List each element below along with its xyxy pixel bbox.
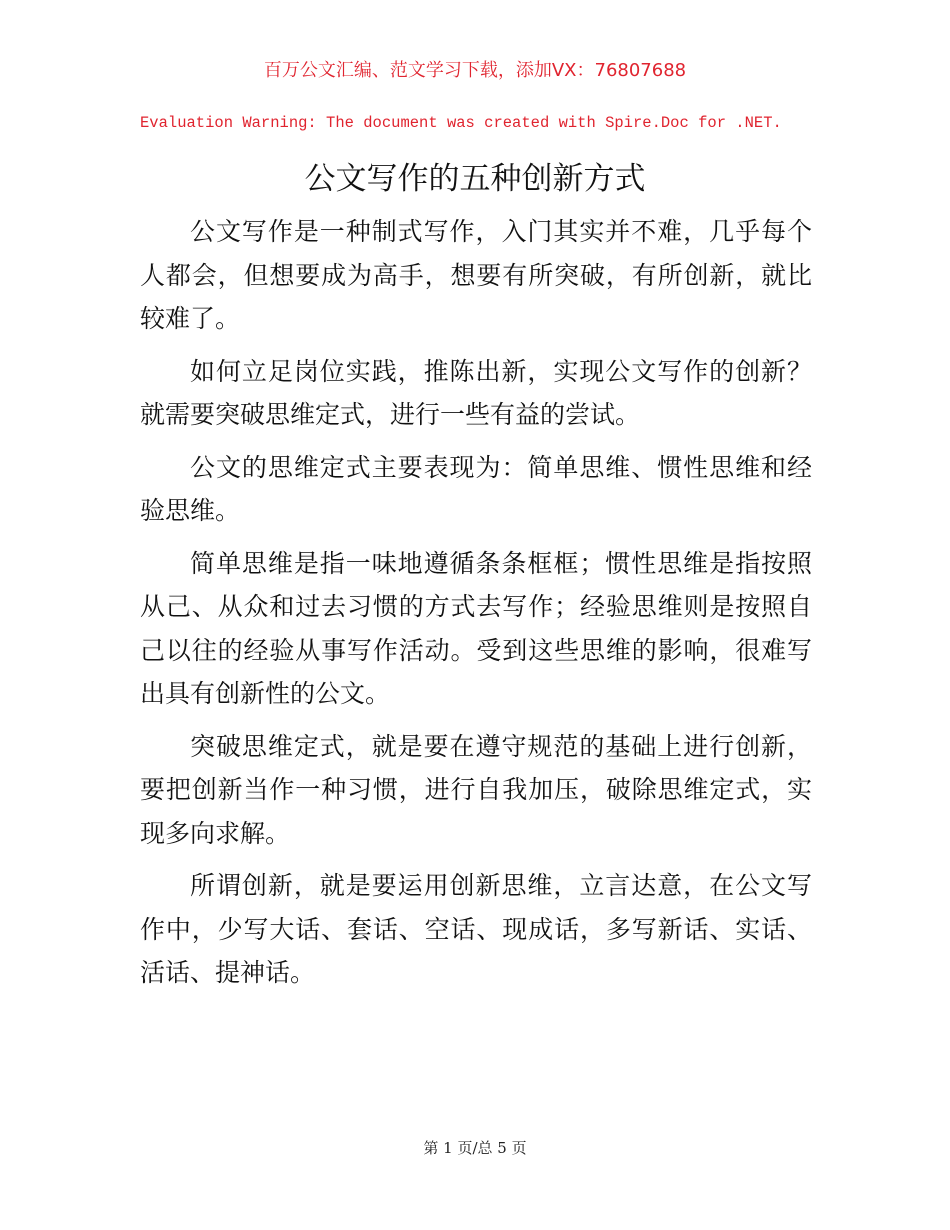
paragraph-4: 简单思维是指一味地遵循条条框框；惯性思维是指按照从己、从众和过去习惯的方式去写作；经验思维则是按照自己以往的经验从事写作活动。受到这些思维的影响，很难写出具有创新性的公文。: [140, 548, 812, 708]
paragraph-3: 公文的思维定式主要表现为：简单思维、惯性思维和经验思维。: [140, 452, 812, 525]
document-title: 公文写作的五种创新方式: [304, 161, 646, 197]
paragraph-2: 如何立足岗位实践，推陈出新，实现公文写作的创新？就需要突破思维定式，进行一些有益的尝试。: [140, 356, 812, 429]
paragraph-6: 所谓创新，就是要运用创新思维，立言达意，在公文写作中，少写大话、套话、空话、现成话，多写新话、实话、活话、提神话。: [140, 871, 812, 987]
paragraph-5: 突破思维定式，就是要在遵守规范的基础上进行创新，要把创新当作一种习惯，进行自我加压，破除思维定式，实现多向求解。: [140, 731, 812, 848]
page-number-footer: 第 1 页/总 5 页: [423, 1139, 527, 1157]
evaluation-warning: Evaluation Warning: The document was created with Spire.Doc for .NET.: [140, 114, 782, 132]
promo-header: 百万公文汇编、范文学习下载，添加VX：76807688: [263, 60, 687, 81]
document-body: [140, 210, 812, 1004]
paragraph-1: 公文写作是一种制式写作，入门其实并不难，几乎每个人都会，但想要成为高手，想要有所突破，有所创新，就比较难了。: [140, 217, 812, 333]
